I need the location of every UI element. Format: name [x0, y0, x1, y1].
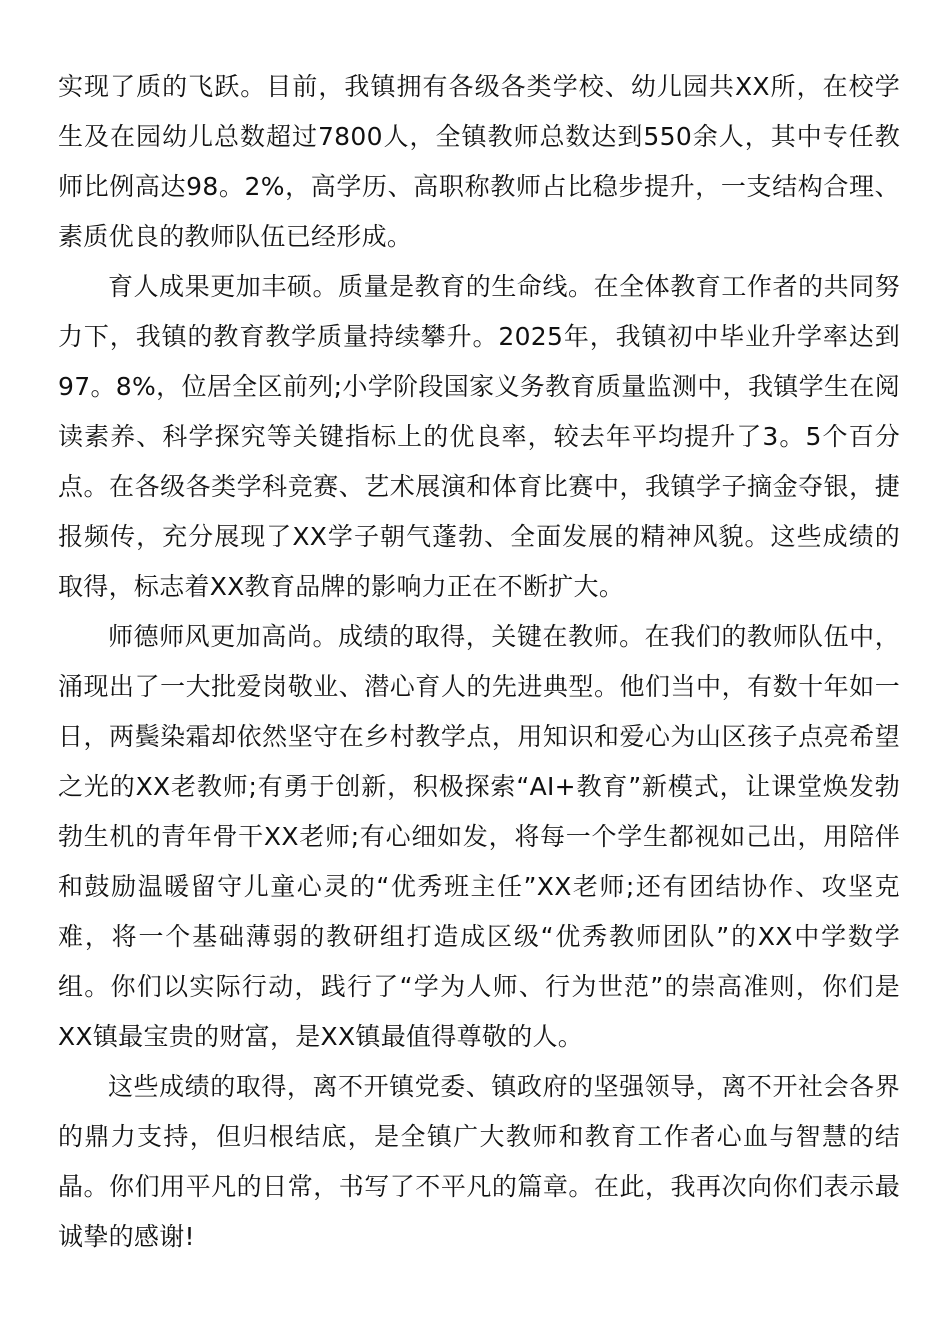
paragraph-thanks: 这些成绩的取得，离不开镇党委、镇政府的坚强领导，离不开社会各界的鼎力支持，但归根结底，是全镇广大教师和教育工作者心血与智慧的结晶。你们用平凡的日常，书写了不平凡的篇章。在此，我再次向你们表示最诚挚的感谢!	[58, 1072, 900, 1251]
document-page	[58, 62, 900, 1262]
paragraph-education-results: 育人成果更加丰硕。质量是教育的生命线。在全体教育工作者的共同努力下，我镇的教育教学质量持续攀升。2025年，我镇初中毕业升学率达到97。8%，位居全区前列;小学阶段国家义务教育质量监测中，我镇学生在阅读素养、科学探究等关键指标上的优良率，较去年平均提升了3。5个百分点。在各级各类学科竞赛、艺术展演和体育比赛中，我镇学子摘金夺银，捷报频传，充分展现了XX学子朝气蓬勃、全面发展的精神风貌。这些成绩的取得，标志着XX教育品牌的影响力正在不断扩大。	[58, 272, 900, 601]
paragraph-school-statistics: 实现了质的飞跃。目前，我镇拥有各级各类学校、幼儿园共XX所，在校学生及在园幼儿总数超过7800人，全镇教师总数达到550余人，其中专任教师比例高达98。2%，高学历、高职称教师占比稳步提升，一支结构合理、素质优良的教师队伍已经形成。	[58, 72, 900, 251]
paragraph-teacher-ethics: 师德师风更加高尚。成绩的取得，关键在教师。在我们的教师队伍中，涌现出了一大批爱岗敬业、潜心育人的先进典型。他们当中，有数十年如一日，两鬓染霜却依然坚守在乡村教学点，用知识和爱心为山区孩子点亮希望之光的XX老教师;有勇于创新，积极探索“AI+教育”新模式，让课堂焕发勃勃生机的青年骨干XX老师;有心细如发，将每一个学生都视如己出，用陪伴和鼓励温暖留守儿童心灵的“优秀班主任”XX老师;还有团结协作、攻坚克难，将一个基础薄弱的教研组打造成区级“优秀教师团队”的XX中学数学组。你们以实际行动，践行了“学为人师、行为世范”的崇高准则，你们是XX镇最宝贵的财富，是XX镇最值得尊敬的人。	[58, 622, 900, 1051]
